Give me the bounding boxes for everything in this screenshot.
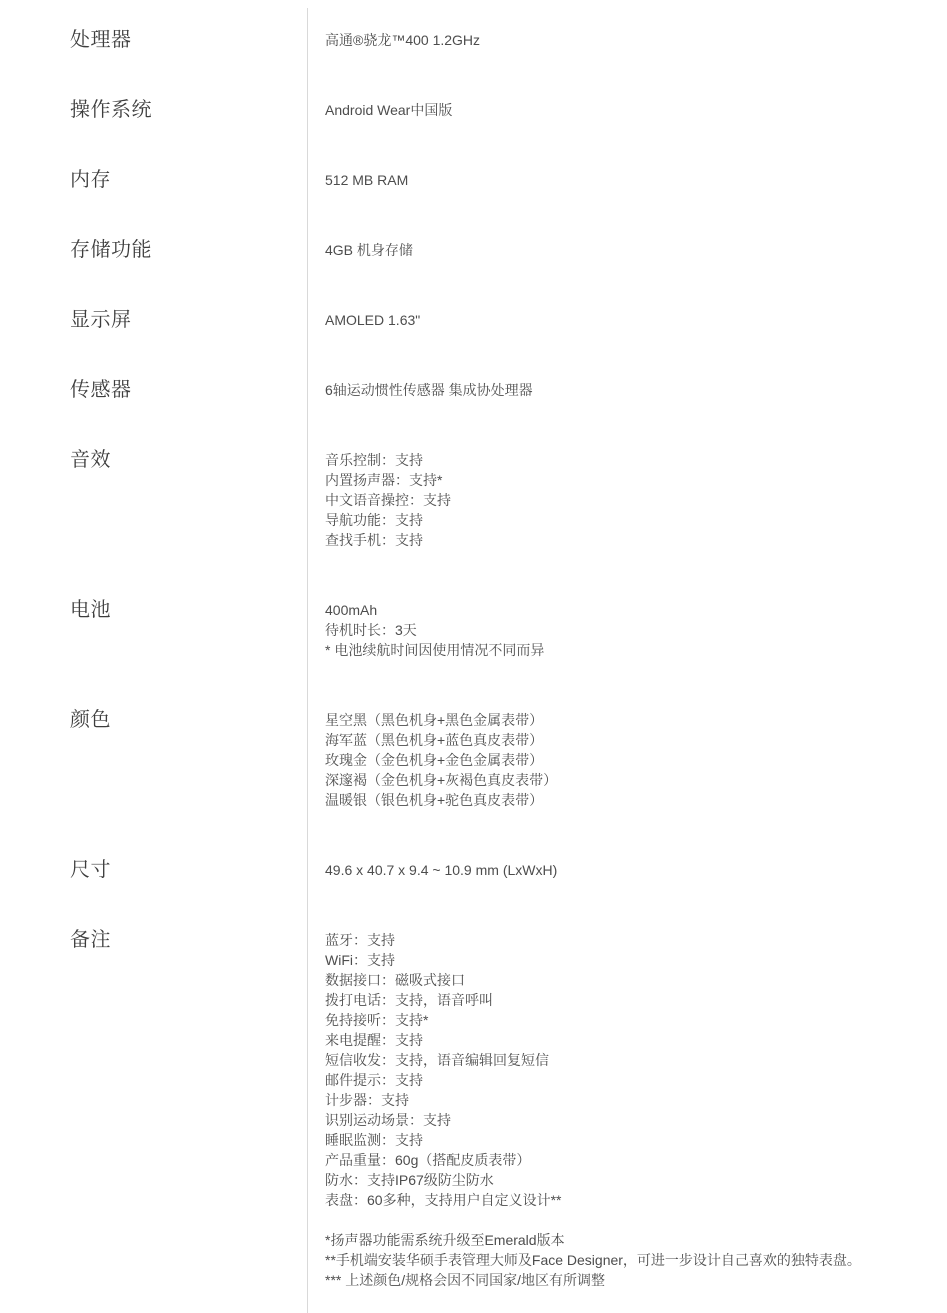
spec-row <box>0 710 947 810</box>
spec-label: 尺寸 <box>70 859 111 881</box>
spec-label: 传感器 <box>70 379 132 401</box>
spec-value-line: 拨打电话：支持，语音呼叫 <box>325 992 493 1008</box>
spec-value-line: 400mAh <box>325 602 378 618</box>
spec-value-line: 音乐控制：支持 <box>325 452 423 468</box>
spec-value-line: 高通®骁龙™400 1.2GHz <box>325 32 481 48</box>
spec-value-line: 海军蓝（黑色机身+蓝色真皮表带） <box>325 732 544 748</box>
spec-value <box>325 30 947 50</box>
spec-value-line: 6轴运动惯性传感器 集成协处理器 <box>325 382 533 398</box>
spec-label: 颜色 <box>70 709 111 731</box>
spec-value-line: WiFi：支持 <box>325 952 395 968</box>
spec-value <box>325 860 947 880</box>
spec-row <box>0 450 947 550</box>
spec-value-line: 49.6 x 40.7 x 9.4 ~ 10.9 mm (LxWxH) <box>325 862 558 878</box>
spec-value-line: 512 MB RAM <box>325 172 409 188</box>
spec-value-line: * 电池续航时间因使用情况不同而异 <box>325 642 545 658</box>
spec-value-line: 内置扬声器：支持* <box>325 472 443 488</box>
spec-value-line: 待机时长：3天 <box>325 622 417 638</box>
footnote-line: *扬声器功能需系统升级至Emerald版本 <box>325 1232 565 1248</box>
spec-value-line: 睡眠监测：支持 <box>325 1132 423 1148</box>
spec-value-line: AMOLED 1.63" <box>325 312 421 328</box>
spec-value-line: 防水：支持IP67级防尘防水 <box>325 1172 494 1188</box>
spec-value <box>325 710 947 810</box>
spec-row <box>0 240 947 260</box>
footnotes <box>325 1230 917 1290</box>
spec-row <box>0 860 947 880</box>
spec-value-line: 数据接口：磁吸式接口 <box>325 972 465 988</box>
spec-value-line: 识别运动场景：支持 <box>325 1112 451 1128</box>
spec-value <box>325 930 947 1290</box>
spec-label: 存储功能 <box>70 239 152 261</box>
spec-value <box>325 100 947 120</box>
spec-label: 处理器 <box>70 29 132 51</box>
spec-value-line: 星空黑（黑色机身+黑色金属表带） <box>325 712 544 728</box>
spec-value-line: 来电提醒：支持 <box>325 1032 423 1048</box>
spec-value-line: 4GB 机身存储 <box>325 242 413 258</box>
spec-value <box>325 600 947 660</box>
spec-value-line: 邮件提示：支持 <box>325 1072 423 1088</box>
column-divider <box>307 8 308 1313</box>
footnote-line: **手机端安装华硕手表管理大师及Face Designer，可进一步设计自己喜欢的独特表盘。 <box>325 1252 861 1268</box>
spec-value-line: 产品重量：60g（搭配皮质表带） <box>325 1152 531 1168</box>
spec-value-line: 温暖银（银色机身+驼色真皮表带） <box>325 792 544 808</box>
spec-row <box>0 930 947 1290</box>
spec-value-line: 玫瑰金（金色机身+金色金属表带） <box>325 752 544 768</box>
spec-row <box>0 170 947 190</box>
spec-value-line: 深邃褐（金色机身+灰褐色真皮表带） <box>325 772 558 788</box>
spec-value-line: 查找手机：支持 <box>325 532 423 548</box>
spec-row <box>0 30 947 50</box>
spec-value-line: 蓝牙：支持 <box>325 932 395 948</box>
spec-row <box>0 600 947 660</box>
spec-value-line: Android Wear中国版 <box>325 102 453 118</box>
spec-row <box>0 100 947 120</box>
spec-value-line: 中文语音操控：支持 <box>325 492 451 508</box>
spec-value <box>325 170 947 190</box>
spec-value <box>325 450 947 550</box>
spec-value-line: 导航功能：支持 <box>325 512 423 528</box>
footnote-line: *** 上述颜色/规格会因不同国家/地区有所调整 <box>325 1272 606 1288</box>
spec-value <box>325 380 947 400</box>
spec-value-line: 免持接听：支持* <box>325 1012 429 1028</box>
spec-row <box>0 310 947 330</box>
spec-label: 音效 <box>70 449 111 471</box>
spec-value <box>325 240 947 260</box>
spec-value-line: 计步器：支持 <box>325 1092 409 1108</box>
spec-value-line: 表盘：60多种，支持用户自定义设计** <box>325 1192 562 1208</box>
spec-label: 备注 <box>70 929 111 951</box>
spec-value-line: 短信收发：支持，语音编辑回复短信 <box>325 1052 549 1068</box>
spec-row <box>0 380 947 400</box>
spec-label: 操作系统 <box>70 99 152 121</box>
spec-label: 电池 <box>70 599 111 621</box>
spec-label: 显示屏 <box>70 309 132 331</box>
spec-value <box>325 310 947 330</box>
spec-label: 内存 <box>70 169 111 191</box>
